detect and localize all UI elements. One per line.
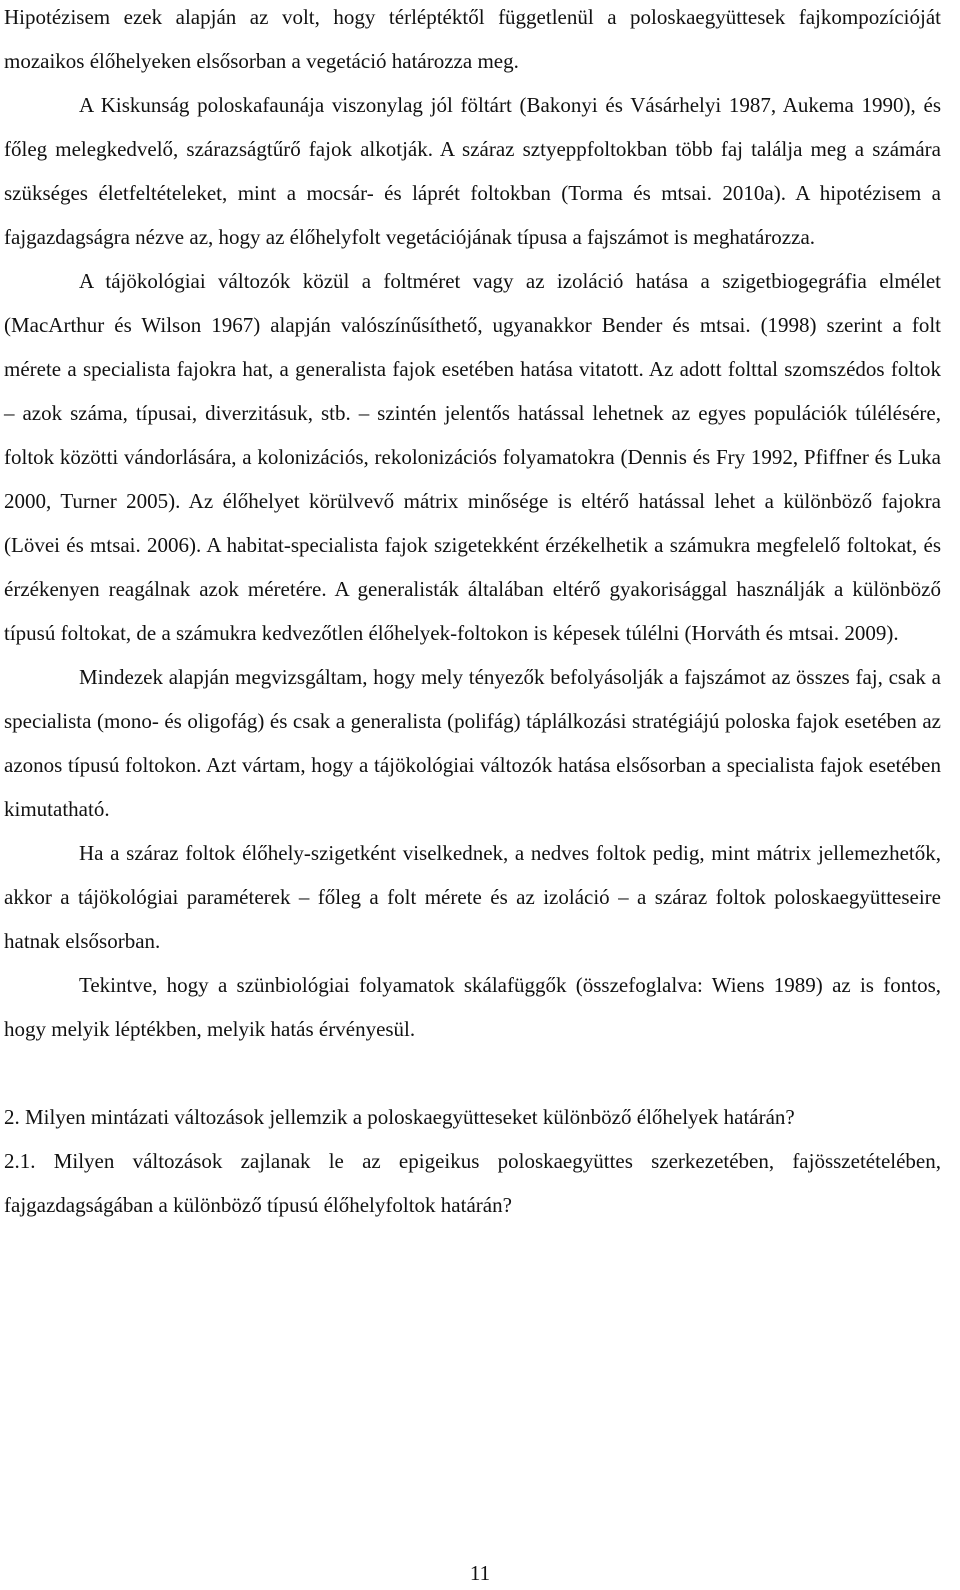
- question-heading-2-1: 2.1. Milyen változások zajlanak le az epigeikus poloskaegyüttes szerkezetében, fajösszetételében, fajgazdagságában a különböző típusú élőhelyfoltok határán?: [4, 1149, 941, 1217]
- text-body: [4, 0, 941, 1227]
- paragraph-landscape-variables: A tájökológiai változók közül a foltméret vagy az izoláció hatása a szigetbiogegráfia elmélet (MacArthur és Wilson 1967) alapján valószínűsíthető, ugyanakkor Bender és mtsai. (1998) szerint a folt mérete a specialista fajokra hat, a generalista fajok esetében hatása vitatott. Az adott folttal szomszédos foltok – azok száma, típusai, diverzitásuk, stb. – szintén jelentős hatással lehetnek az egyes populációk túlélésére, foltok közötti vándorlására, a kolonizációs, rekolonizációs folyamatokra (Dennis és Fry 1992, Pfiffner és Luka 2000, Turner 2005). Az élőhelyet körülvevő mátrix minősége is eltérő hatással lehet a különböző fajokra (Lövei és mtsai. 2006). A habitat-specialista fajok szigetekként érzékelhetik a számukra megfelelő foltokat, és érzékenyen reagálnak azok méretére. A generalisták általában eltérő gyakorisággal használják a különböző típusú foltokat, de a számukra kedvezőtlen élőhelyek-foltokon is képesek túlélni (Horváth és mtsai. 2009).: [4, 269, 941, 645]
- paragraph-species-number-factors: Mindezek alapján megvizsgáltam, hogy mely tényezők befolyásolják a fajszámot az összes faj, csak a specialista (mono- és oligofág) és csak a generalista (polifág) táplálkozási stratégiájú poloska fajok esetében az azonos típusú foltokon. Azt vártam, hogy a tájökológiai változók hatása elsősorban a specialista fajok esetében kimutatható.: [4, 665, 941, 821]
- paragraph-habitat-islands: Ha a száraz foltok élőhely-szigetként viselkednek, a nedves foltok pedig, mint mátrix jellemezhetők, akkor a tájökológiai paraméterek – főleg a folt mérete és az izoláció – a száraz foltok poloskaegyütteseire hatnak elsősorban.: [4, 841, 941, 953]
- page-number: 11: [469, 1561, 491, 1585]
- paragraph-kiskunsag-fauna: A Kiskunság poloskafaunája viszonylag jól föltárt (Bakonyi és Vásárhelyi 1987, Aukema 1990), és főleg melegkedvelő, szárazságtűrő fajok alkotják. A száraz sztyeppfoltokban több faj találja meg a számára szükséges életfeltételeket, mint a mocsár- és láprét foltokban (Torma és mtsai. 2010a). A hipotézisem a fajgazdagságra nézve az, hogy az élőhelyfolt vegetációjának típusa a fajszámot is meghatározza.: [4, 93, 941, 249]
- section-gap: [4, 1051, 941, 1095]
- paragraph-scale-dependence: Tekintve, hogy a szünbiológiai folyamatok skálafüggők (összefoglalva: Wiens 1989) az is fontos, hogy melyik léptékben, melyik hatás érvényesül.: [4, 973, 941, 1041]
- paragraph-hypothesis-vegetation: Hipotézisem ezek alapján az volt, hogy térléptéktől függetlenül a poloskaegyüttesek fajkompozícióját mozaikos élőhelyeken elsősorban a vegetáció határozza meg.: [4, 5, 941, 73]
- question-heading-2: 2. Milyen mintázati változások jellemzik a poloskaegyütteseket különböző élőhelyek határán?: [4, 1105, 795, 1129]
